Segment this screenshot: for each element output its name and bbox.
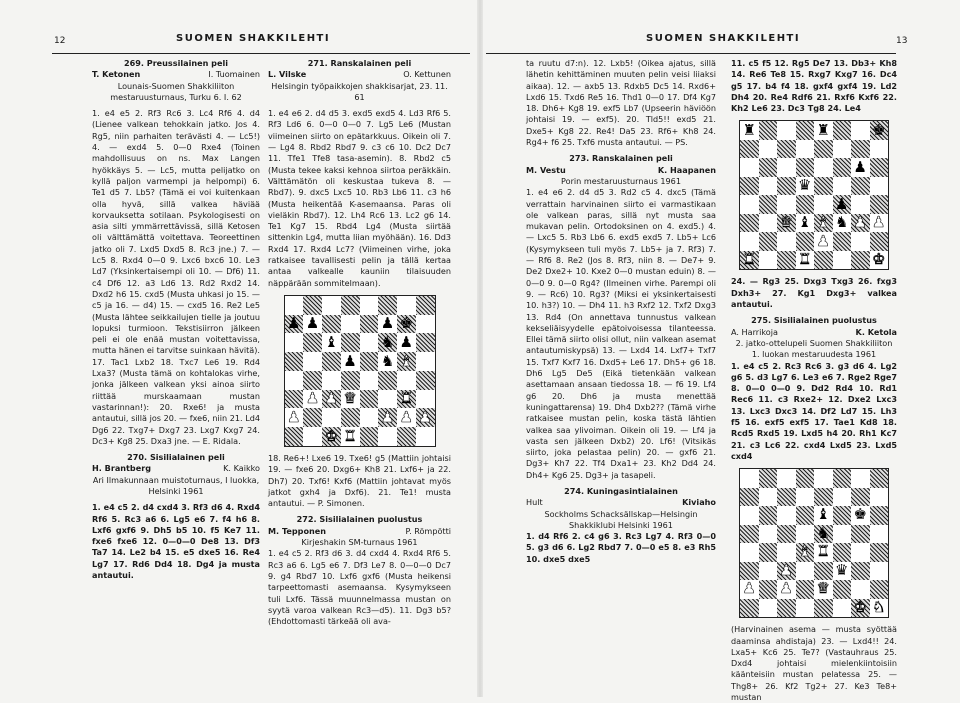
board-square [796,251,815,270]
board-square [378,408,397,427]
board-square [870,599,889,618]
board-square [285,371,304,390]
board-square [814,543,833,562]
game-title: 273. Ranskalainen peli [569,153,673,164]
board-square [740,488,759,507]
white-player: M. Vestu [526,164,566,175]
board-square [777,488,796,507]
black-bishop-icon: ♝ [798,213,812,232]
board-square [814,488,833,507]
black-player: K. Kaikko [223,463,260,474]
board-square [870,469,889,488]
board-square [870,525,889,544]
black-queen-icon: ♛ [835,561,849,580]
board-square [870,251,889,270]
board-square [341,408,360,427]
board-square [851,543,870,562]
board-square [740,121,759,140]
board-square [322,315,341,334]
white-player: A. Harrikoja [731,326,778,337]
board-square [833,121,852,140]
board-square [814,469,833,488]
board-square [777,140,796,159]
board-square [833,195,852,214]
white-queen-icon: ♛ [816,579,830,598]
board-square [740,599,759,618]
game-text: 1. e4 c5 2. Rf3 d6 3. d4 cxd4 4. Rxd4 Rf6 5. Rc3 a6 6. Lg5 e6 7. Df3 Le7 8. 0—0—0 Dc7 9. g4 Rbd7 10. Lxf6 gxf6 (Musta heikensi tarpeettomasti asemaansa. Kysymykseen tuli Lxf6. Tässä muunnelmassa mustan on syytä varoa valkean Rc3—d5). 11. Dg3 b5? (Ehdottomasti tärkeää oli ava- [268,548,451,627]
board-square [796,580,815,599]
board-square [777,177,796,196]
column-3 [526,58,716,565]
white-player: Hult [526,497,543,508]
board-square [814,580,833,599]
board-square [814,121,833,140]
board-square [833,562,852,581]
board-square [740,214,759,233]
board-square [759,158,778,177]
board-square [851,232,870,251]
white-pawn-icon: ♟ [779,561,793,580]
board-square [341,371,360,390]
board-square [759,195,778,214]
board-square [341,315,360,334]
board-square [740,177,759,196]
board-square [322,427,341,446]
game-text: ta ruutu d7:n). 12. Lxb5! (Oikea ajatus, sillä lähetin kehittäminen muuten pelin veisi liiaksi aikaa). 12. — axb5 13. Rdxb5 Dc5 14. Rxd6+ Lxd6 15. Txd6 Re5 16. Thd1 0—0 17. Df4 Kg7 18. Dh6+ Kg8 19. exf5 Lb7 (Upseerin häviöön johtaisi 19. — exf5). 20. Tld5!! exd5 21. Dxe5+ Kg8 22. Re4! Da5 23. Rf6+ Kh8 24. Rg4+ f6 25. Txf6 musta antautui. — PS. [526,58,716,148]
board-square [833,158,852,177]
board-square [870,488,889,507]
board-square [416,408,435,427]
board-square [851,177,870,196]
board-square [397,390,416,409]
white-queen-icon: ♛ [343,389,357,408]
white-player: H. Brantberg [92,463,151,474]
white-pawn-icon: ♟ [742,579,756,598]
white-rook-icon: ♜ [399,389,414,408]
black-pawn-icon: ♟ [287,314,301,333]
board-square [303,352,322,371]
white-king-icon: ♚ [853,598,867,617]
board-square [796,177,815,196]
board-square [303,315,322,334]
board-square [303,427,322,446]
board-square [833,469,852,488]
board-square [759,562,778,581]
white-pawn-icon: ♟ [324,389,339,408]
black-knight-icon: ♞ [380,351,395,370]
board-square [397,296,416,315]
board-square [796,214,815,233]
board-square [851,214,870,233]
black-queen-icon: ♛ [798,176,812,195]
board-square [759,469,778,488]
board-square [777,251,796,270]
board-square [360,390,379,409]
game-text: 1. e4 e6 2. d4 d5 3. exd5 exd5 4. Ld3 Rf6 5. Rf3 Ld6 6. 0—0 0—0 7. Lg5 Le6 (Mustan viimeinen siirto on epätarkkuus. Oikein oli 7. — Lg4 8. Rbd2 Rbd7 9. c3 c6 10. Dc2 Dc7 11. Tfe1 Tfe8 tasa-asemin). 8. Rbd2 c5 (Musta tekee kaksi kehnoa siirtoa peräkkäin. Välttämätön oli keskustaa tukeva 8. — Rbd7). 9. dxc5 Lxc5 10. Rb3 Lb6 11. c3 h6 (Musta heikentää K-asemaansa. Paras oli vieläkin Rbd7). 12. Lh4 Rc6 13. Lc2 g6 14. Te1 Kg7 15. Rbd4 Lg4 (Musta siirtää sittenkin Lg4, mutta liian myöhään). 16. Dd3 Rxd4 17. Rxd4 Lc7? (Viimeinen virhe, joka ratkaisee tavallisesti pelin ja tällä kertaa antaa valkealle kauniin tilaisuuden näppärään sommitelmaan). [268,108,451,288]
game-text: 1. e4 c5 2. d4 cxd4 3. Rf3 d6 4. Rxd4 Rf6 5. Rc3 a6 6. Lg5 e6 7. f4 h6 8. Lxf6 gxf6 9. Dh5 b5 10. f5 Ke7 11. fxe6 fxe6 12. 0—0—0 De8 13. Df3 Ta7 14. Le2 b4 15. e5 dxe5 16. Re4 Lg7 17. Rd6 Dd4 18. Dg4 ja musta antautui. [92,502,260,581]
board-square [777,158,796,177]
white-king-icon: ♚ [872,250,886,269]
white-pawn-icon: ♟ [779,579,793,598]
board-square [322,390,341,409]
board-square [303,333,322,352]
board-square [341,427,360,446]
board-square [777,121,796,140]
white-pawn-icon: ♟ [816,231,830,250]
board-square [759,121,778,140]
board-square [796,543,815,562]
white-bishop-icon: ♝ [399,351,414,370]
black-pawn-icon: ♟ [343,351,357,370]
black-king-icon: ♚ [399,314,414,333]
black-pawn-icon: ♟ [835,194,849,213]
board-square [397,371,416,390]
board-square [814,506,833,525]
board-square [360,427,379,446]
board-square [833,251,852,270]
board-square [416,427,435,446]
white-pawn-icon: ♟ [305,389,320,408]
board-square [285,315,304,334]
board-square [285,408,304,427]
board-square [360,333,379,352]
black-rook-icon: ♜ [816,120,830,139]
game-text: 1. e4 e5 2. Rf3 Rc6 3. Lc4 Rf6 4. d4 (Lienee valkean tehokkain jatko. Jos 4. Rg5, niin parhaiten terävästi 4. — Lc5!) 4. — exd4 5. 0—0 Rxe4 (Toinen mahdollisuus on ns. Max Langen hyökkäys 5. — Lc5, mutta pelijatko on kyllä paljon varmempi ja helpompi) 6. Te1 d5 7. Lb5? (Tämä ei voi kuitenkaan olla hyvä, sillä valkea häviää korvauksetta sotilaan. Psykologisesti on asia silti ymmärrettävissä, sillä Ketosen oli välttämättä voitettava. Teoreettinen jatko oli 7. Lxd5 Dxd5 8. Rc3 jne.) 7. — Lc5 8. Rxd4 0—0 9. Lxc6 bxc6 10. Le3 Ld7 (Yksinkertaisempi oli 10. — Df6) 11. c4 Df6 12. a3 Ld6 13. Rd2 Rxd2 14. Dxd2 h6 15. cxd5 (Musta uhkasi jo 15. — c5 ja 16. — d4) 15. — cxd5 16. Re2 Le5 (Musta lähtee seikkailujen tielle ja joutuu lopuksi turmioon. Tekstisiirron jälkeen peli ei ole enää mustan voitettavissa, mutta hänen ei tarvitse suinkaan hävitä). 17. Tac1 Lxb2 18. Txc7 Le6 19. Rd4 Lxa3? (Musta tämä on kohtalokas virhe, jonka jälkeen valkean yksi ainoa siirto riittää murskaamaan mustan vastarinnan!): 20. Rxe6! ja musta antautui, sillä jos 20. — fxe6, niin 21. Ld4 Dg6 22. Txg7+ Dxg7 23. Lxg7 Kxg7 24. Dc3+ Kg8 25. Dxa3 jne. — E. Ridala. [92,108,260,446]
board-square [378,352,397,371]
white-pawn-icon: ♟ [872,213,886,232]
header-rule [486,53,896,54]
board-square [378,333,397,352]
event-line: Ari Ilmakunnaan muistoturnaus, I luokka, Helsinki 1961 [92,474,260,496]
board-square [796,158,815,177]
game-text: 1. d4 Rf6 2. c4 g6 3. Rc3 Lg7 4. Rf3 0—0 5. g3 d6 6. Lg2 Rbd7 7. 0—0 e5 8. e3 Rh5 10. dxe5 dxe5 [526,531,716,564]
white-pawn-icon: ♟ [380,408,395,427]
running-header-left: SUOMEN SHAKKILEHTI [176,33,331,44]
black-rook-icon: ♜ [742,120,756,139]
board-square [378,371,397,390]
game-title: 275. Sisilialainen puolustus [751,315,877,326]
board-square [870,232,889,251]
board-square [870,177,889,196]
board-square [378,390,397,409]
board-square [378,427,397,446]
board-square [814,158,833,177]
board-square [303,408,322,427]
board-square [777,214,796,233]
board-square [777,525,796,544]
white-rook-icon: ♜ [343,426,357,445]
board-square [303,296,322,315]
board-square [777,195,796,214]
white-bishop-icon: ♝ [798,542,812,561]
board-square [814,177,833,196]
board-square [397,333,416,352]
board-square [360,408,379,427]
board-square [759,580,778,599]
board-square [759,488,778,507]
board-square [285,390,304,409]
white-player: T. Ketonen [92,69,141,80]
board-square [740,580,759,599]
white-pawn-icon: ♟ [853,213,867,232]
board-square [416,352,435,371]
board-square [360,296,379,315]
board-square [796,195,815,214]
board-square [397,427,416,446]
event-line: Kirjeshakin SM-turnaus 1961 [301,537,418,548]
black-pawn-icon: ♟ [380,314,395,333]
board-square [360,371,379,390]
board-square [851,525,870,544]
white-rook-icon: ♜ [742,250,756,269]
board-square [759,599,778,618]
black-player: I. Tuomainen [208,69,260,80]
board-square [303,390,322,409]
black-pawn-icon: ♟ [853,157,867,176]
column-4 [731,58,897,703]
board-square [285,427,304,446]
board-square [777,580,796,599]
white-pawn-icon: ♟ [418,408,432,427]
board-square [740,469,759,488]
game-title: 274. Kuningasintialainen [564,485,678,496]
black-king-icon: ♚ [872,120,886,139]
white-knight-icon: ♞ [872,598,886,617]
board-square [796,599,815,618]
board-square [360,315,379,334]
board-square [378,296,397,315]
running-header-right: SUOMEN SHAKKILEHTI [646,33,801,44]
board-square [416,296,435,315]
board-square [870,158,889,177]
board-square [814,195,833,214]
white-player: L. Vilske [268,69,307,80]
board-square [814,251,833,270]
game-text: (Harvinainen asema — musta syöttää daaminsa ahdistaja) 23. — Lxd4!! 24. Lxa5+ Kc6 25. Te7? (Vastauhraus 25. Dxd4 johtaisi mielenkiintoisiin käänteisiin mustan pelatessa 25. — Thg8+ 26. Kf2 Tg2+ 27. Ke3 Te8+ mustan [731,624,897,703]
board-square [870,140,889,159]
board-square [870,506,889,525]
black-player: Kiviaho [682,497,716,508]
board-square [740,195,759,214]
board-square [759,506,778,525]
board-square [360,352,379,371]
right-page [480,0,960,703]
black-player: P. Römpötti [405,525,451,536]
black-knight-icon: ♞ [835,213,849,232]
page-number-right: 13 [896,36,908,46]
game-text: 1. e4 c5 2. Rc3 Rc6 3. g3 d6 4. Lg2 g6 5. d3 Lg7 6. Le3 e6 7. Rge2 Rge7 8. 0—0 0—0 9. Dd2 Rd4 10. Rd1 Rec6 11. c3 Rxe2+ 12. Dxe2 Lxc3 13. Lxc3 Dxc3 14. Df2 Ld7 15. Lh3 f5 16. exf5 exf5 17. Tae1 Kd8 18. Rcd5 Rxd5 19. Lxd5 h4 20. Rh1 Kc7 21. c3 Lc6 22. cxd4 Lxd5 23. Lxd5 cxd4 [731,360,897,461]
board-square [851,506,870,525]
header-rule [52,53,470,54]
board-square [740,251,759,270]
white-pawn-icon: ♟ [399,408,414,427]
board-square [814,562,833,581]
chess-diagram [739,468,889,618]
board-square [814,214,833,233]
board-square [285,333,304,352]
white-pawn-icon: ♟ [287,408,301,427]
board-square [833,177,852,196]
board-square [796,488,815,507]
board-square [777,506,796,525]
event-line: Lounais-Suomen Shakkiliiton mestaruusturnaus, Turku 6. I. 62 [110,80,242,102]
black-player: K. Ketola [855,326,897,337]
board-square [796,469,815,488]
board-square [740,158,759,177]
board-square [814,525,833,544]
game-text: 24. — Rg3 25. Dxg3 Txg3 26. fxg3 Dxh3+ 27. Kg1 Dxg3+ valkea antautui. [731,276,897,310]
black-bishop-icon: ♝ [324,333,339,352]
board-square [341,352,360,371]
board-square [759,214,778,233]
board-square [814,232,833,251]
black-bishop-icon: ♝ [816,505,830,524]
board-square [777,469,796,488]
board-square [341,296,360,315]
game-title: 269. Preussilainen peli [123,58,229,68]
board-square [285,296,304,315]
board-square [833,599,852,618]
board-square [740,140,759,159]
board-square [851,121,870,140]
board-square [851,580,870,599]
board-square [870,214,889,233]
board-square [759,251,778,270]
board-square [322,408,341,427]
board-square [759,232,778,251]
black-pawn-icon: ♟ [399,333,414,352]
board-square [870,580,889,599]
white-rook-icon: ♜ [798,250,812,269]
event-line: Porin mestaruusturnaus 1961 [561,175,681,186]
board-square [759,525,778,544]
board-square [322,371,341,390]
white-rook-icon: ♜ [816,542,830,561]
board-square [796,525,815,544]
game-title: 272. Sisilialainen puolustus [296,514,423,525]
white-player: M. Tepponen [268,525,327,536]
black-knight-icon: ♞ [380,333,395,352]
game-title: 270. Sisilialainen peli [127,452,225,463]
board-square [851,562,870,581]
board-square [416,333,435,352]
board-square [814,140,833,159]
board-square [740,543,759,562]
white-bishop-icon: ♝ [816,213,830,232]
board-square [777,543,796,562]
game-text: 11. c5 f5 12. Rg5 De7 13. Db3+ Kh8 14. Re6 Te8 15. Rxg7 Kxg7 16. Dc4 g5 17. b4 f4 18. gxf4 gxf4 19. Ld2 Dh4 20. Re4 Rdf6 21. Rxf6 Kxf6 22. Kh2 Le6 23. Dc3 Tg8 24. Le4 [731,58,897,114]
board-square [833,506,852,525]
board-square [397,408,416,427]
board-square [777,232,796,251]
board-square [322,296,341,315]
game-title: 271. Ranskalainen peli [307,58,412,68]
event-line: Helsingin työpaikkojen shakkisarjat, 23. 11. 61 [271,80,448,102]
board-square [759,140,778,159]
board-square [777,599,796,618]
board-square [397,352,416,371]
board-square [833,580,852,599]
game-text: 1. e4 e6 2. d4 d5 3. Rd2 c5 4. dxc5 (Tämä verrattain harvinainen siirto ei varmastikaan ole valkean paras, sillä nyt musta saa mukavan pelin. Ortodoksinen on 4. exd5.) 4. — Lxc5 5. Rb3 Lb6 6. exd5 exd5 7. Lb5+ Lc6 (Kysymykseen tuli myös 7. Lb5+ ja 7. Rf3) 7. — Rf6 8. Re2 (Jos 8. Rf3, niin 8. — De7+ 9. De2 Dxe2+ 10. Kxe2 0—0 mustan eduin) 8. — 0—0 9. 0—0 Rg4? (Ilmeinen virhe. Parempi oli 9. — Rc6) 10. Rg3? (Miksi ei yksinkertaisesti 10. h3?) 10. — Dh4 11. h3 Rxf2 12. Txf2 Dxg3 13. Rd4 (On annettava tunnustus valkean kekseliäisyydelle epätoivoisessa tilanteessa. Ellei tämä siirto olisi ollut, niin valkean asemat antautumiskypsä) 13. — Lxd4 14. Lxf7+ Txf7 15. Txf7 Kxf7 16. Dxd5+ Le6 17. Dh5+ g6 18. Dh6 Lg5 De5 (Eikä tietenkään valkean asettamaan ansaan tiedossa 18. — f6 19. Lf4 g6 20. Dh6 ja musta menettää kuningattarensa) 19. Dh4 Dxb2?? (Tämä virhe ratkaisee mustan pelin, koska tästä lähtien valkea saa ylivoiman. Oikein oli 19. — Lf4 ja vasta sen jälkeen Dxb2) 20. Lf6! (Vitsikäs siirto, joka pelastaa pelin) 20. — gxf6 21. Dg3+ Kh7 22. Tf4 Dxa1+ 23. Kh2 Dd4 24. Dh4+ Kg6 25. Dg3+ ja tasapeli. [526,187,716,480]
board-square [814,599,833,618]
board-square [416,390,435,409]
board-square [759,543,778,562]
board-square [833,140,852,159]
board-square [851,469,870,488]
board-square [833,214,852,233]
chess-diagram [284,295,436,447]
board-square [796,562,815,581]
board-square [416,371,435,390]
board-square [796,121,815,140]
event-line: 2. jatko-ottelupeli Suomen Shakkiliiton 1. luokan mestaruudesta 1961 [735,337,893,360]
event-line: Sockholms Schacksällskap—Helsingin Shakkiklubi Helsinki 1961 [544,508,698,530]
game-text: 18. Re6+! Lxe6 19. Txe6! g5 (Mattiin johtaisi 19. — fxe6 20. Dxg6+ Kh8 21. Lxf6+ ja 22. Dh7) 20. Txf6! Kxf6 (Mattiin johtavat myös jatkot gxh4 ja Dxf6). 21. Te1! musta antautui. — P. Simonen. [268,452,451,509]
black-pawn-icon: ♟ [305,314,320,333]
black-player: O. Kettunen [403,69,451,80]
black-knight-icon: ♞ [816,524,830,543]
board-square [851,195,870,214]
chess-diagram [739,120,889,270]
board-square [397,315,416,334]
board-square [833,543,852,562]
board-square [833,232,852,251]
black-king-icon: ♚ [853,505,867,524]
board-square [740,506,759,525]
board-square [796,506,815,525]
board-square [759,177,778,196]
board-square [870,121,889,140]
board-square [851,599,870,618]
board-square [870,195,889,214]
board-square [322,333,341,352]
white-queen-icon: ♛ [779,213,793,232]
board-square [833,488,852,507]
board-square [833,525,852,544]
board-square [740,562,759,581]
column-2 [268,58,451,627]
left-page [0,0,480,697]
board-square [777,562,796,581]
board-square [796,232,815,251]
board-square [851,488,870,507]
board-square [416,315,435,334]
black-player: K. Haapanen [657,164,716,175]
white-king-icon: ♚ [324,426,339,445]
board-square [303,371,322,390]
board-square [851,158,870,177]
board-square [851,140,870,159]
page-number-left: 12 [54,36,66,46]
board-square [285,352,304,371]
column-1 [92,58,260,581]
board-square [378,315,397,334]
board-square [322,352,341,371]
board-square [740,525,759,544]
board-square [341,333,360,352]
board-square [341,390,360,409]
board-square [796,140,815,159]
board-square [740,232,759,251]
board-square [870,562,889,581]
board-square [870,543,889,562]
board-square [851,251,870,270]
